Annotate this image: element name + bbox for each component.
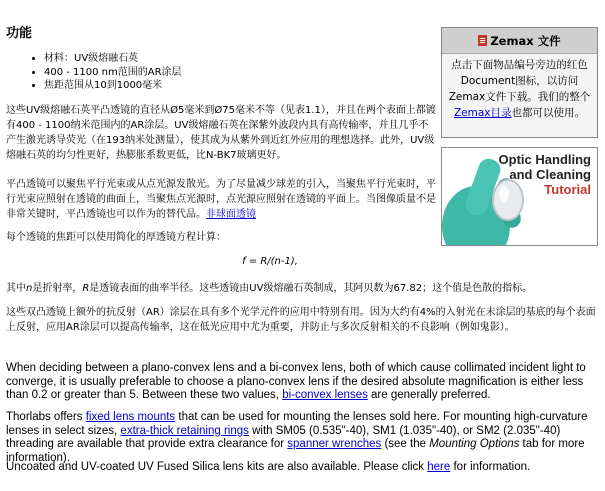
tutorial-title [499, 152, 591, 197]
paragraph-text: Thorlabs offers [6, 411, 86, 423]
tutorial-line: and Cleaning [509, 167, 591, 182]
zemax-files-box [441, 27, 598, 138]
variable-r: R [82, 283, 90, 294]
bi-convex-lenses-link[interactable]: bi-convex lenses [282, 389, 368, 401]
paragraph-text: 其中 [6, 283, 26, 294]
paragraph-text: for information. [450, 461, 531, 473]
tutorial-line: Tutorial [544, 182, 591, 197]
section-title: 功能 [6, 26, 33, 41]
focal-length-formula: f = R/(n-1), [242, 256, 298, 267]
zemax-box-text-part: 点击下面物品编号旁边的红色Document图标，以访问Zemax文件下载。我们的整个 [448, 59, 591, 103]
paragraph-ar-coating: 这些双凸透镜上额外的抗反射（AR）涂层在具有多个光学元件的应用中特别有用。因为大约有4%的入射光在未涂层的基底的每个表面上反射，应用AR涂层可以提高传输率，这在低光应用中尤为重要，并防止与多次反射相关的不良影响（例如鬼影）。 [6, 307, 596, 333]
paragraph-text: that can be used for mounting the lenses sold here. For mounting high-curvature lenses in select sizes, [6, 411, 588, 437]
paragraph-text: 是折射率， [32, 283, 83, 294]
tutorial-line: Optic Handling [498, 152, 591, 167]
aspheric-lens-link[interactable]: 非球面透镜 [206, 209, 256, 220]
retaining-rings-link[interactable]: extra-thick retaining rings [120, 424, 249, 437]
paragraph-text: 平凸透镜可以聚焦平行光束或从点光源发散光。为了尽量减少球差的引入，当聚焦平行光束时，平行光束应照射在透镜的曲面上，当聚焦点光源时，点光源应照射在透镜的平面上。当图像质量不是非常关键时，平凸透镜也可以作为的替代品。 [6, 179, 436, 220]
list-item: • 焦距范围从10到1000毫米 [44, 79, 182, 93]
paragraph-text: tab for more information). [6, 438, 585, 464]
document-icon [478, 35, 487, 46]
paragraph-text: When deciding between a plano-convex lens and a bi-convex lens, both of which cause collimated incident light to converge, it is usually preferable to choose a plano-convex lens if the desired absolute magnification is either less than 0.2 or greater than 5. Between these two values, [6, 362, 586, 401]
paragraph-text: Uncoated and UV-coated UV Fused Silica lens kits are also available. Please click [6, 461, 428, 473]
list-item: • 材料：UV级熔融石英 [44, 52, 182, 66]
paragraph-focusing [6, 177, 436, 222]
fixed-lens-mounts-link[interactable]: fixed lens mounts [85, 411, 176, 423]
paragraph-lens-kits [6, 461, 602, 475]
spanner-wrenches-link[interactable]: spanner wrenches [287, 438, 382, 450]
paragraph-lens-choice [6, 362, 602, 403]
variable-n: n [26, 283, 33, 294]
paragraph-text: are generally preferred. [367, 389, 491, 401]
paragraph-text: 是透镜表面的曲率半径。这些透镜由UV级熔融石英制成，其阿贝数为67.82；这个值是色散的指标。 [89, 283, 533, 294]
zemax-box-header [442, 28, 597, 54]
paragraph-text: with SM05 (0.535"-40), SM1 (1.035"-40), or SM2 (2.035"-40) threading are available that provide extra clearance for [6, 424, 561, 450]
zemax-box-text-part: 也都可以使用。 [511, 107, 586, 119]
feature-list [26, 52, 182, 93]
paragraph-lensmaker: 每个透镜的焦距可以使用简化的厚透镜方程计算： [6, 232, 226, 243]
mounting-options-tab-name: Mounting Options [429, 438, 520, 450]
lens-kits-here-link[interactable]: here [427, 461, 451, 473]
zemax-box-text [442, 54, 597, 124]
paragraph-intro: 这些UV级熔融石英平凸透镜的直径从Ø5毫米到Ø75毫米不等（见表1.1），并且在两个表面上都镀有400 - 1100纳米范围内的AR涂层。UV级熔融石英在深紫外波段内具有高传输率，并且几乎不产生激光诱导荧光（在193纳米处测量），使其成为从紫外到近红外应用的理想选择。此外，UV级熔融石英的均匀性更好，热膨胀系数更低，比N-BK7玻璃更好。 [6, 105, 436, 161]
paragraph-mounting [6, 411, 602, 465]
zemax-box-title: Zemax 文件 [490, 33, 561, 48]
optic-handling-tutorial-banner[interactable] [441, 147, 598, 246]
paragraph-variables [6, 281, 602, 296]
list-item: • 400 - 1100 nm范围的AR涂层 [44, 66, 182, 80]
paragraph-text: (see the [381, 438, 430, 450]
zemax-catalog-link[interactable]: Zemax目录 [453, 107, 512, 119]
